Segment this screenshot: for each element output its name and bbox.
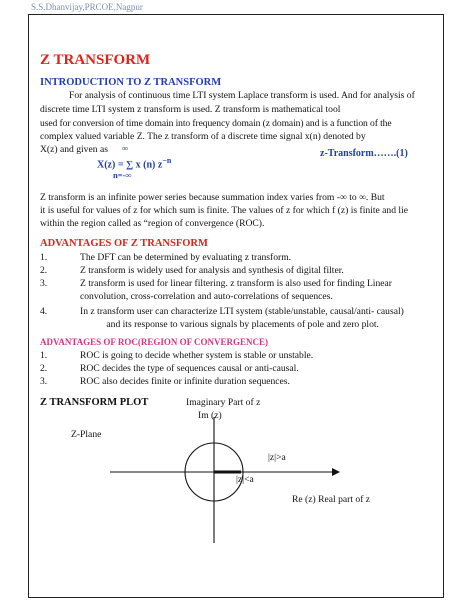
z-plane-label: Z-Plane [71, 429, 102, 440]
list-text: ROC also decides finite or infinite duration sequences. [80, 376, 290, 387]
intro-after-line-2: it is useful for values of z for which sum is finite. The values of z for which f (z) is finite and lie [40, 205, 409, 216]
page-header: S.S.Dhanvijay,PRCOE,Nagpur [31, 2, 143, 12]
list-item [40, 251, 404, 264]
list-text: Z transform is used for linear filtering. z transform is also used for finding Linear [80, 278, 392, 289]
list-number: 2. [40, 265, 48, 276]
equation-reference: z-Transform…….(1) [320, 148, 408, 159]
list-item [40, 349, 313, 362]
intro-after-line-3: within the region called as “region of convergence (ROC). [40, 218, 265, 229]
intro-after-line-1: Z transform is an infinite power series because summation index varies from -∞ to ∞. But [40, 192, 385, 203]
intro-line-5: X(z) and given as [40, 144, 108, 155]
list-text-continued: and its response to various signals by placements of pole and zero plot. [80, 319, 379, 330]
list-item [40, 362, 313, 375]
intro-line-2: discrete time LTI system z transform is used. Z transform is mathematical tool [40, 104, 341, 115]
inside-roc-label: |z|<a [236, 474, 254, 485]
advantages-z-heading: ADVANTAGES OF Z TRANSFORM [40, 238, 208, 249]
plot-heading: Z TRANSFORM PLOT [40, 397, 149, 408]
list-text: Z transform is widely used for analysis and synthesis of digital filter. [80, 265, 344, 276]
list-item [40, 318, 404, 331]
intro-line-4: complex valued variable Z. The z transform of a discrete time signal x(n) denoted by [40, 131, 366, 142]
intro-line-3: used for conversion of time domain into frequency domain (z domain) and is a function of the [40, 118, 392, 129]
list-text: In z transform user can characterize LTI system (stable/unstable, causal/anti- causal) [80, 306, 404, 317]
imaginary-axis-label: Imaginary Part of z [186, 397, 261, 408]
equation-exponent: −n [162, 156, 172, 165]
equation-formula: X(z) = ∑ x (n) z [97, 159, 163, 171]
list-number: 1. [40, 350, 48, 361]
list-text: ROC is going to decide whether system is stable or unstable. [80, 350, 314, 361]
sum-upper-limit: ∞ [122, 143, 129, 153]
intro-heading: INTRODUCTION TO Z TRANSFORM [40, 77, 222, 88]
z-transform-equation [97, 156, 171, 170]
list-number: 1. [40, 252, 48, 263]
advantages-roc-list [40, 349, 313, 388]
list-text: The DFT can be determined by evaluating z transform. [80, 252, 292, 263]
intro-line-1: For analysis of continuous time LTI system Laplace transform is used. And for analysis of [69, 90, 415, 101]
advantages-roc-heading: ADVANTAGES OF ROC(REGION OF CONVERGENCE) [40, 337, 269, 347]
list-item [40, 264, 404, 277]
real-axis-arrowhead [332, 468, 340, 476]
list-number: 2. [40, 363, 48, 374]
list-text: ROC decides the type of sequences causal or anti-causal. [80, 363, 299, 374]
list-item [40, 305, 404, 318]
real-axis-label: Re (z) Real part of z [292, 494, 371, 505]
list-number: 3. [40, 376, 48, 387]
z-plane-diagram [110, 415, 340, 545]
list-number: 4. [40, 306, 48, 317]
list-number: 3. [40, 278, 48, 289]
list-item [40, 290, 404, 303]
page-title: Z TRANSFORM [40, 52, 151, 68]
imaginary-axis-short-label: Im (z) [198, 410, 222, 421]
advantages-z-list [40, 251, 404, 331]
outside-roc-label: |z|>a [268, 452, 286, 463]
list-text-continued: convolution, cross-correlation and auto-correlations of sequences. [80, 291, 333, 302]
list-item [40, 375, 313, 388]
list-item [40, 277, 404, 290]
sum-lower-limit: n=-∞ [113, 170, 132, 180]
